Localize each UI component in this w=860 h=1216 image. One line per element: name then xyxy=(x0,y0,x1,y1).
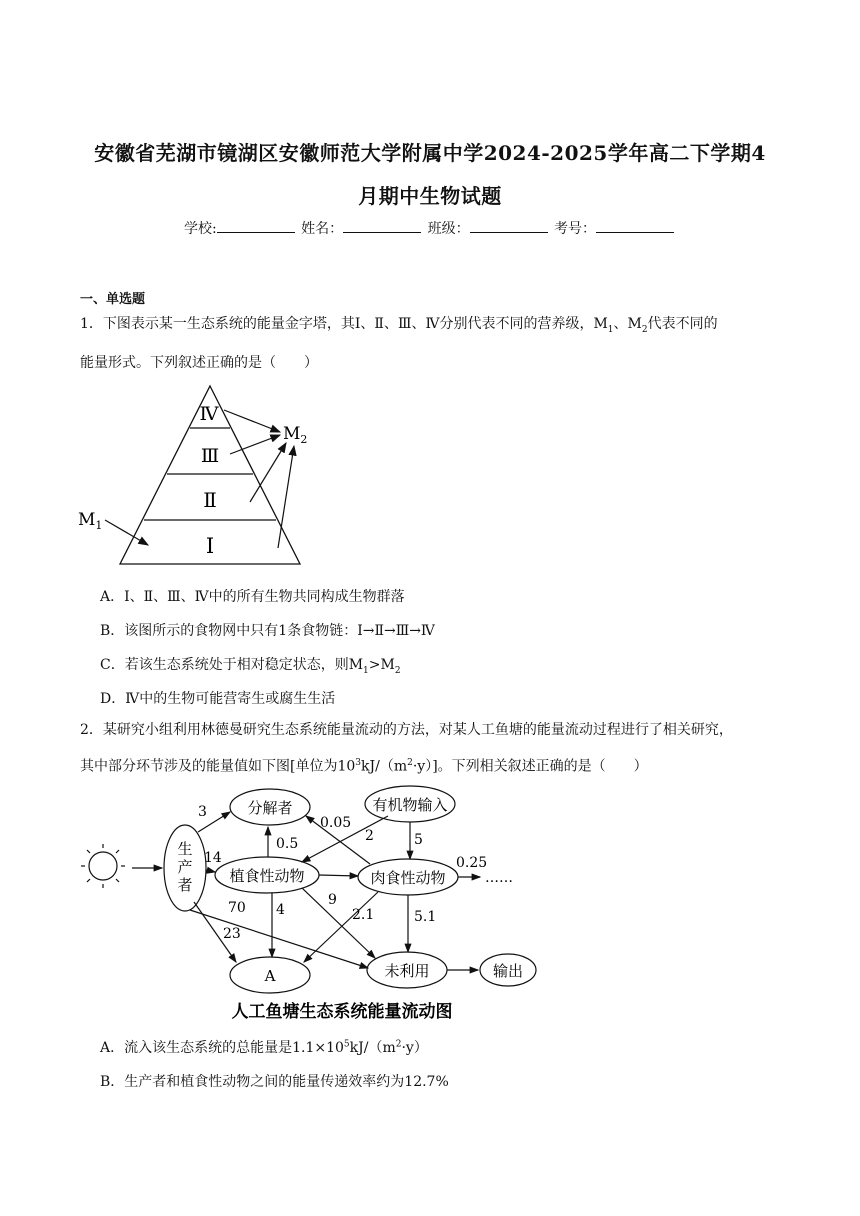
section-heading: 一、单选题 xyxy=(80,292,146,307)
energy-arrows xyxy=(105,410,294,548)
name-blank[interactable] xyxy=(343,220,421,233)
level-i-label: Ⅰ xyxy=(205,534,215,558)
arrow-i-to-m2 xyxy=(278,446,294,548)
figure-caption: 人工鱼塘生态系统能量流动图 xyxy=(231,1002,453,1022)
value-producer-a: 23 xyxy=(223,926,241,942)
question-2-stem-line2: 其中部分环节涉及的能量值如下图[单位为$10^3kJ/(m^2\cdot y)$]。下列相关叙述正确的是（ ） xyxy=(80,758,648,775)
arrow-iii-to-m2 xyxy=(230,435,280,454)
question-1-option-a[interactable]: A．Ⅰ、Ⅱ、Ⅲ、Ⅳ中的所有生物共同构成生物群落 xyxy=(100,589,405,605)
carnivore-label: 肉食性动物 xyxy=(370,869,446,887)
question-2-stem xyxy=(80,714,780,784)
question-1-stem-line2: 能量形式。下列叙述正确的是（ ） xyxy=(80,354,318,371)
continuation-dots: …… xyxy=(485,870,513,886)
value-carnivore-out: 0.25 xyxy=(456,855,488,871)
value-producer-unused: 70 xyxy=(228,900,246,916)
pond-energy-flow-figure xyxy=(70,782,550,1027)
name-label: 姓名： xyxy=(301,221,344,237)
exam-no-blank[interactable] xyxy=(596,220,674,233)
question-2-stem-line1: 2．某研究小组利用林德曼研究生态系统能量流动的方法，对某人工鱼塘的能量流动过程进行了相关研究， xyxy=(80,722,733,738)
unused-label: 未利用 xyxy=(384,962,430,980)
decomposer-label: 分解者 xyxy=(247,799,293,817)
question-1-option-c[interactable]: C．若该生态系统处于相对稳定状态，则$M_1>M_2$ xyxy=(100,657,401,676)
value-carnivore-a: 2.1 xyxy=(352,907,375,923)
value-carnivore-unused: 5.1 xyxy=(414,909,437,925)
exam-no-label: 考号： xyxy=(554,221,597,237)
school-label: 学校: xyxy=(183,221,217,237)
page-title-line1: 安徽省芜湖市镜湖区安徽师范大学附属中学2024-2025学年高二下学期4 xyxy=(94,141,766,165)
producer-label-1: 生 xyxy=(177,840,193,858)
class-label: 班级： xyxy=(427,221,470,237)
school-blank[interactable] xyxy=(217,220,295,233)
question-2-option-b[interactable]: B．生产者和植食性动物之间的能量传递效率约为12.7% xyxy=(100,1074,449,1090)
m1-label: $M_1$ xyxy=(78,510,103,532)
value-producer-decomposer: 3 xyxy=(198,804,207,820)
value-herbivore-decomposer: 0.5 xyxy=(276,836,299,852)
energy-pyramid-figure xyxy=(70,380,330,570)
arrow-ii-to-m2 xyxy=(250,443,286,502)
m2-label: $M_2$ xyxy=(283,424,308,446)
value-carnivore-decomposer: 0.05 xyxy=(320,815,352,831)
class-blank[interactable] xyxy=(470,220,548,233)
question-1-stem xyxy=(80,308,780,380)
value-organic-carnivore: 5 xyxy=(414,832,423,848)
question-1-option-d[interactable]: D．Ⅳ中的生物可能营寄生或腐生生活 xyxy=(100,691,336,707)
level-iv-label: Ⅳ xyxy=(199,403,219,425)
a-label: A xyxy=(264,967,276,985)
value-producer-herbivore: 14 xyxy=(204,850,222,866)
output-label: 输出 xyxy=(492,962,524,980)
herbivore-label: 植食性动物 xyxy=(229,867,305,885)
question-2-option-a[interactable]: A．流入该生态系统的总能量是$1.1\times 10^5kJ/(m^2\cdot y)$ xyxy=(100,1039,428,1056)
question-1-stem-line1: 1．下图表示某一生态系统的能量金字塔，其Ⅰ、Ⅱ、Ⅲ、Ⅳ分别代表不同的营养级，$M_1$、$M_2$代表不同的 xyxy=(80,316,718,335)
level-iii-label: Ⅲ xyxy=(200,445,220,467)
value-herbivore-a: 4 xyxy=(276,902,285,918)
question-1-option-b[interactable]: B．该图所示的食物网中只有1条食物链：Ⅰ→Ⅱ→Ⅲ→Ⅳ xyxy=(100,623,435,639)
value-herbivore-unused: 9 xyxy=(328,892,337,908)
student-info-row xyxy=(0,218,860,238)
level-ii-label: Ⅱ xyxy=(203,488,217,512)
arrow-iv-to-m2 xyxy=(224,410,280,432)
value-organic-herbivore: 2 xyxy=(365,828,374,844)
sun-icon xyxy=(81,844,125,888)
producer-label-2: 产 xyxy=(177,858,193,876)
m1-arrow xyxy=(105,520,148,545)
page-title-line2: 月期中生物试题 xyxy=(358,184,502,208)
producer-label-3: 者 xyxy=(177,876,193,894)
organic-input-label: 有机物输入 xyxy=(372,796,448,814)
